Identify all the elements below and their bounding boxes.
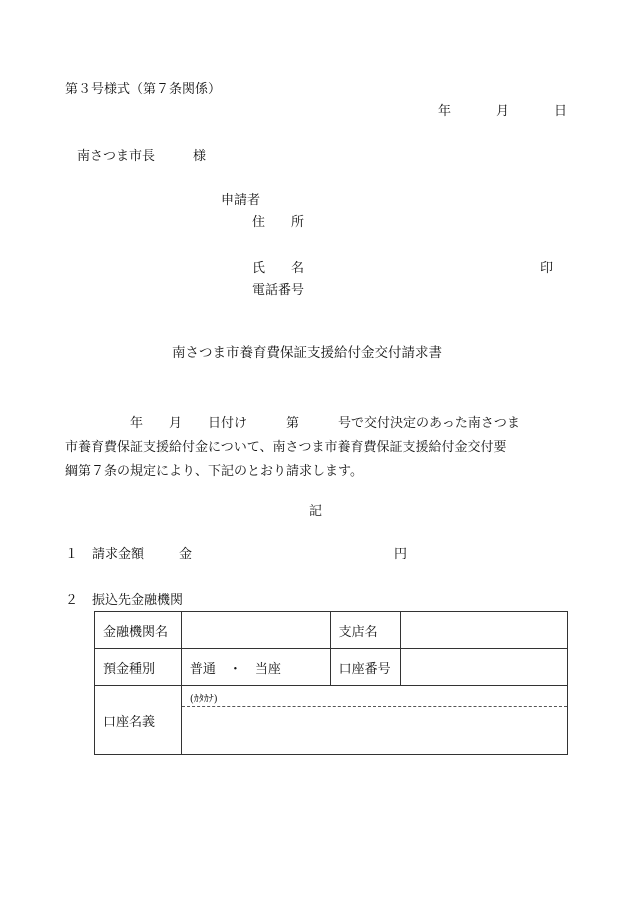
bank-table — [94, 611, 568, 755]
addressee-name: 南さつま市長 — [77, 149, 156, 164]
item2-label: 振込先金融機関 — [92, 593, 184, 608]
applicant-title: 申請者 — [221, 193, 261, 208]
branch-field[interactable] — [401, 612, 568, 649]
institution-field[interactable] — [181, 612, 330, 649]
item2-number: ２ — [65, 593, 79, 608]
date-month-label: 月 — [496, 104, 510, 119]
item1-label: 請求金額 — [92, 547, 145, 562]
form-number: 第３号様式（第７条関係） — [65, 82, 222, 97]
account-holder-field[interactable] — [181, 686, 567, 755]
table-row — [95, 686, 568, 755]
deposit-type-label: 預金種別 — [95, 649, 182, 686]
item1-number: １ — [65, 547, 79, 562]
table-row — [95, 649, 568, 686]
amount-kin: 金 — [179, 547, 193, 562]
account-holder-label: 口座名義 — [95, 686, 182, 755]
deposit-type-options[interactable]: 普通 ・ 当座 — [181, 649, 330, 686]
document-title: 南さつま市養育費保証支援給付金交付請求書 — [172, 345, 442, 361]
phone-label: 電話番号 — [252, 283, 305, 298]
amount-yen: 円 — [394, 547, 408, 562]
seal-mark: 印 — [540, 261, 554, 276]
date-year-label: 年 — [438, 104, 452, 119]
table-row — [95, 612, 568, 649]
institution-label: 金融機関名 — [95, 612, 182, 649]
body-line: 年 月 日付け 第 号で交付決定のあった南さつま — [65, 416, 520, 431]
name-label: 氏 名 — [252, 261, 305, 276]
ki-heading: 記 — [309, 504, 323, 519]
account-number-field[interactable] — [401, 649, 568, 686]
katakana-hint: (ｶﾀｶﾅ) — [182, 686, 567, 707]
account-number-label: 口座番号 — [330, 649, 401, 686]
date-day-label: 日 — [554, 104, 568, 119]
address-label: 住 所 — [252, 215, 305, 230]
addressee-honorific: 様 — [193, 149, 207, 164]
request-body — [65, 412, 575, 484]
body-line: 市養育費保証支援給付金について、南さつま市養育費保証支援給付金交付要 — [65, 440, 507, 455]
body-line: 綱第７条の規定により、下記のとおり請求します。 — [65, 464, 363, 479]
branch-label: 支店名 — [330, 612, 401, 649]
